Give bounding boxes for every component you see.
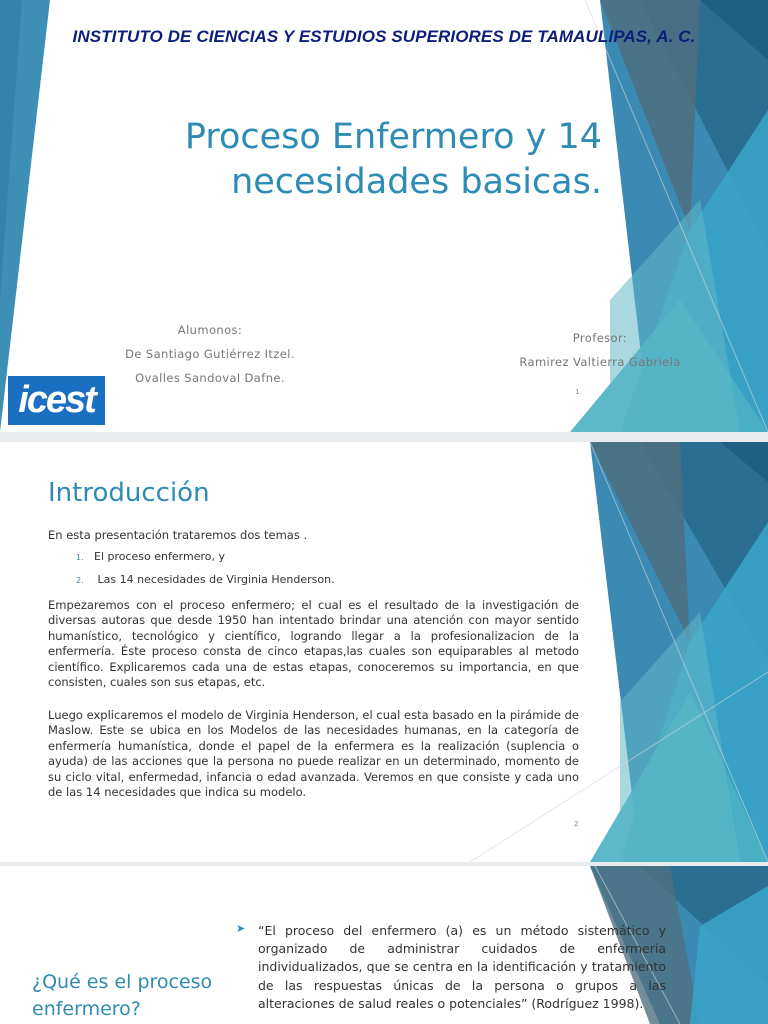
slide-number-1: 1 — [575, 388, 580, 396]
title-line-2: necesidades basicas. — [231, 162, 602, 202]
icest-logo — [8, 376, 105, 425]
list-item — [76, 573, 476, 596]
students-block — [100, 318, 320, 390]
logo-text: icest — [18, 379, 95, 421]
student-name-1: De Santiago Gutiérrez Itzel. — [125, 347, 295, 361]
professor-name: Ramirez Valtierra Gabriela — [519, 355, 681, 369]
presentation-title — [120, 115, 602, 205]
professor-block — [490, 326, 710, 374]
slide-separator — [0, 432, 768, 442]
title-line-1: Proceso Enfermero y 14 — [184, 117, 602, 157]
slide-3 — [0, 866, 768, 1024]
slide-2 — [0, 442, 768, 862]
intro-paragraph-2: Luego explicaremos el modelo de Virginia Henderson, el cual esta basado en la pirámide de Maslow. Este se ubica en los Modelos de las necesidades humanas, en la categoría de enfermería humanística, donde el papel de la enfermera es la realización (suplencia o ayuda) de las acciones que la persona no puede realizar en un determinado, momento de su ciclo vital, enfermedad, infancia o edad avanzada. Veremos en que consiste y cada uno de las 14 necesidades que indica su modelo. — [48, 708, 579, 800]
slide-number-2: 2 — [574, 820, 579, 828]
list-item — [76, 550, 476, 573]
intro-lead: En esta presentación trataremos dos temas . — [48, 528, 308, 542]
student-name-2: Ovalles Sandoval Dafne. — [135, 371, 285, 385]
section-title: ¿Qué es el proceso enfermero? — [32, 971, 213, 1020]
topics-list — [76, 550, 476, 596]
list-number: 1. — [76, 553, 84, 562]
institute-name: INSTITUTO DE CIENCIAS Y ESTUDIOS SUPERIORES DE TAMAULIPAS, A. C. — [72, 27, 696, 46]
list-text: Las 14 necesidades de Virginia Henderson. — [94, 573, 335, 586]
definition-quote: “El proceso del enfermero (a) es un método sistemático y organizado de administrar cuidados de enfermería individualizados, que se centra en la identificación y tratamiento de las respuestas únicas de la persona o grupos a las alteraciones de salud reales o potenciales” (Rodríguez 1998). — [258, 923, 666, 1011]
slide-1 — [0, 0, 768, 432]
professor-label: Profesor: — [572, 331, 628, 345]
intro-paragraph-1: Empezaremos con el proceso enfermero; el cual es el resultado de la investigación de diversas autoras que desde 1950 han intentado brindar una atención con mayor sentido humanístico, tecnológico y científico, logrando llegar a la profesionalizacion de la enfermería. Éste proceso consta de cinco etapas,las cuales son equiparables al metodo científico. Explicaremos cada una de estas etapas, conoceremos su importancia, en que consisten, cuales son sus etapas, etc. — [48, 598, 579, 690]
intro-title: Introducción — [48, 478, 210, 508]
arrow-bullet-icon: ➤ — [236, 922, 246, 935]
students-label: Alumonos: — [177, 323, 243, 337]
list-text: El proceso enfermero, y — [94, 550, 225, 563]
list-number: 2. — [76, 576, 84, 585]
